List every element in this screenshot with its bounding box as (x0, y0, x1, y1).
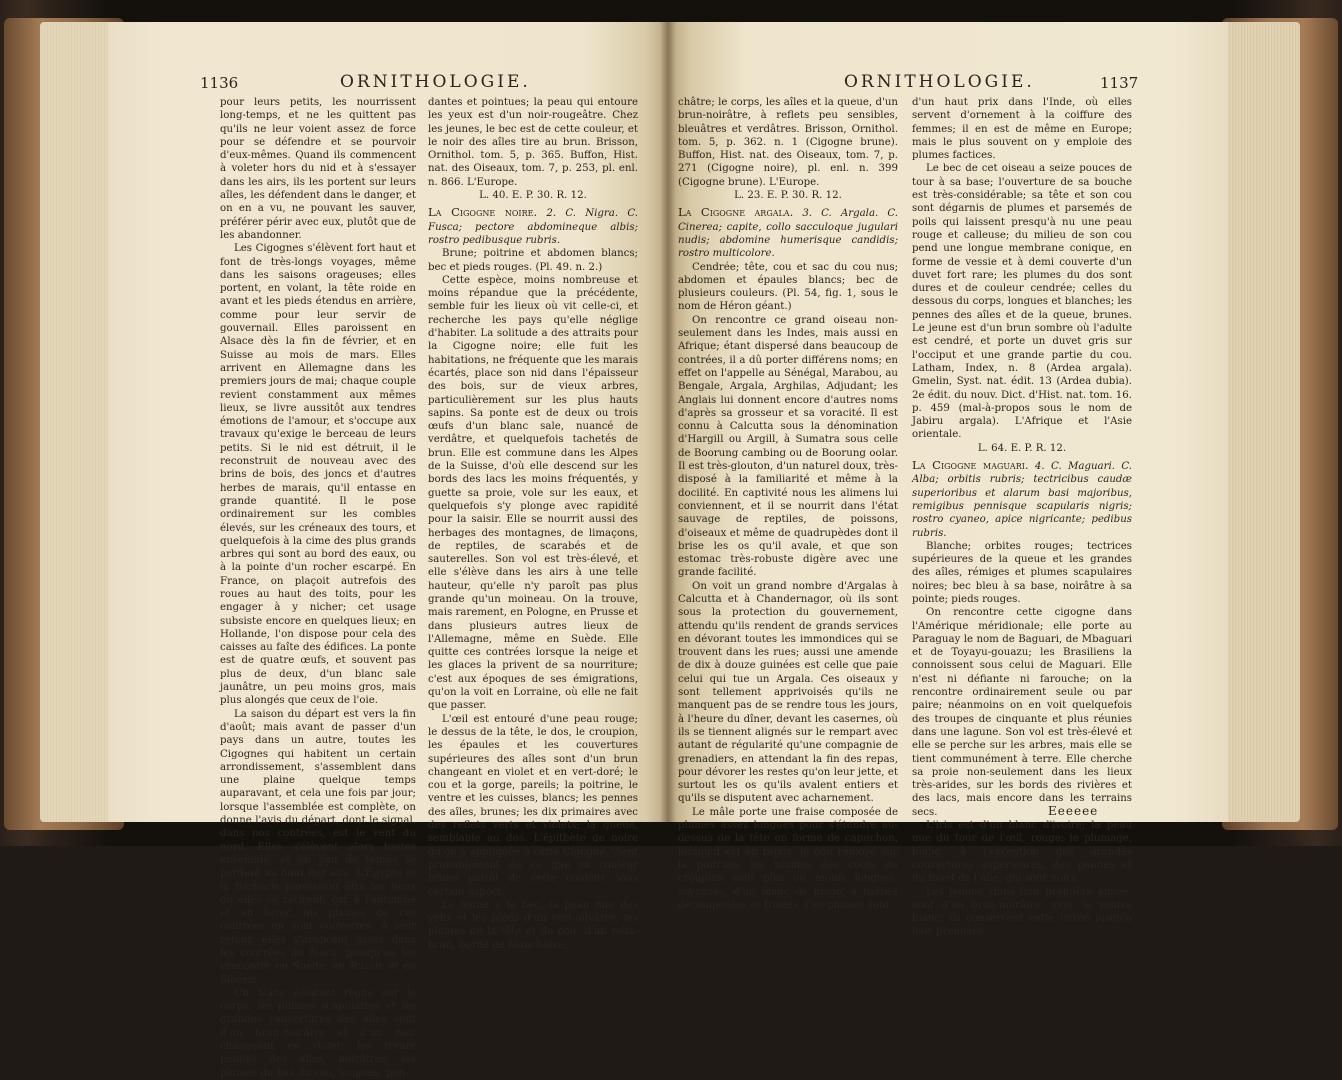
measurement-ref: L. 40. E. P. 30. R. 12. (479, 190, 587, 202)
paragraph: châtre; le corps, les aîles et la queue, d'un brun-noirâtre, à reflets peu sensibles, bleuâtres et verdâtres. Brisson, Ornithol. tom. 5, p. 362. n. 1 (Cigogne brune). Buffon, Hist. nat. des Oiseaux, tom. 7, p. 271 (Cigogne noire), pl. enl. n. 399 (Cigogne brune). L'Europe. (678, 97, 898, 188)
paragraph: d'un haut prix dans l'Inde, où elles servent d'ornement à la coiffure des femmes; il en est de même en Europe; mais le plus souvent on y emploie des plumes factices. (912, 97, 1132, 162)
left-column-1 (220, 96, 416, 1079)
entry-latin: 2. C. Nigra. C. Fusca; pectore abdomineque albis; rostro pedibusque rubris. (428, 208, 639, 246)
left-page-number: 1136 (200, 74, 239, 92)
entry-heading (912, 459, 1132, 540)
entry-latin: 4. C. Maguari. C. Alba; orbitis rubris; tectricibus caudæ superioribus et alarum basi majoribus, remigibus pennisque scapularis nigris; rostro cyaneo, apice nigricante; pedibus rubris. (912, 461, 1132, 539)
paragraph: Cette espèce, moins nombreuse et moins répandue que la précédente, semble fuir les lieux où vit celle-ci, et recherche les pays qu'elle néglige d'habiter. La solitude a des attraits pour la Cigogne noire; elle fuit les habitations, ne fréquente que les marais écartés, place son nid dans l'épaisseur des bois, sur de vieux arbres, particulièrement sur les plus hauts sapins. Sa ponte est de deux ou trois œufs d'un blanc sale, nuancé de verdâtre, et quelquefois tachetés de brun. Elle est commune dans les Alpes de la Suisse, d'où elle descend sur les bords des lacs les moins fréquentés, y guette sa proie, vole sur les eaux, et quelquefois s'y plonge avec rapidité pour la saisir. Elle se nourrit aussi des herbages des montagnes, de limaçons, de reptiles, de scarabés et de sauterelles. Son vol est très-élevé, et elle s'élève dans les airs à une telle hauteur, qu'elle n'y paroît pas plus grande qu'un moineau. On la trouve, mais rarement, en Pologne, en Prusse et dans plusieurs autres lieux de l'Allemagne, même en Suède. Elle quitte ces contrées lorsque la neige et les glaces la privent de sa nourriture; c'est aux époques de ses émigrations, qu'on la voit en Lorraine, où elle ne fait que passer. (428, 274, 638, 712)
entry-latin: 3. C. Argala. C. Cinerea; capite, collo sacculoque jugulari nudis; abdomine humerisque candidis; rostro multicolore. (678, 208, 898, 260)
paragraph: dantes et pointues; la peau qui entoure les yeux est d'un noir-rougeâtre. Chez les jeunes, le bec est de cette couleur, et le noir des aîles tire au brun. Brisson, Ornithol. tom. 5, p. 365. Buffon, Hist. nat. des Oiseaux, tom. 7, p. 253, pl. enl. n. 866. L'Europe. (428, 97, 638, 188)
paragraph: On rencontre ce grand oiseau non-seulement dans les Indes, mais aussi en Afrique; étant dispersé dans beaucoup de contrées, il a dû porter différens noms; en effet on l'appelle au Sénégal, Marabou, au Bengale, Argala, Arghilas, Adjudant; les Anglais lui donnent encore d'autres noms d'après sa grosseur et sa voracité. Il est connu à Calcutta sous la dénomination d'Hargill ou Argill, à Sumatra sous celle de Boorung cambing ou de Boorung oolar. Il est très-glouton, d'un naturel doux, très-disposé à la familiarité et même à la docilité. En captivité nous les alimens lui conviennent, et il se nourrit dans l'état sauvage de reptiles, de poissons, d'oiseaux et même de quadrupèdes dont il brise les os qu'il avale, et que son estomac très-robuste digère avec une grande facilité. (678, 314, 898, 579)
left-column-2 (428, 96, 639, 951)
paragraph: L'iris est d'un blanc d'ivoire; la peau nue du tour de l'œil, rouge; le plumage, blanc, à l'exception des grandes couvertures supérieures, des pennes et du fouet de l'aîle, qui sont noirs. (912, 820, 1132, 885)
paragraph: L'œil est entouré d'une peau rouge; le dessus de la tête, le dos, le croupion, les épaules et les couvertures supérieures des aîles sont d'un brun changeant en violet et en vert-doré; le cou et la gorge, pareils; la poitrine, le ventre et les cuisses, blancs; les pennes des aîles, brunes; les dix primaires avec des reflets verts et violets; la queue, semblable au dos. L'épithète de noire qu'on a appliquée à cette Cigogne, vient probablement de ce que sa couleur brune paroît de cette couleur sous certain aspect. (428, 713, 638, 898)
entry-title: La Cigogne argala. (678, 205, 794, 220)
right-page (668, 22, 1228, 938)
page-edges-right (1222, 22, 1300, 822)
paragraph: On rencontre cette cigogne dans l'Amérique méridionale; elle porte au Paraguay le nom de Baguari, de Mbaguari et de Toyayu-gouazu; les Brasiliens la connoissent sous celui de Maguari. Elle n'est ni défiante ni farouche; on la rencontre ordinairement seule ou par paire; néanmoins on en voit quelquefois des troupes de cinquante et plus réunies dans une lagune. Son vol est très-élevé et elle se perche sur les arbres, mais elle se tient communément à terre. Elle cherche sa proie non-seulement dans les lieux très-arides, sur les bords des rivières et des lacs, mais encore dans les terrains secs. (912, 607, 1132, 818)
paragraph: Le jeune a le bec, la peau nue des yeux et les pieds d'un vert-olivâtre; les plumes de la tête et du cou, d'un roux-brun, bordé de blanchâtre; (428, 899, 638, 951)
entry-heading (678, 206, 898, 260)
paragraph: Le bec de cet oiseau a seize pouces de tour à sa base; l'ouverture de sa bouche est très-considérable; sa tête et son cou sont dégarnis de plumes et parsemés de poils qui laissent presqu'à nu une peau rouge et calleuse; du milieu de son cou pend une longue membrane conique, en forme de vessie et à demi couverte d'un duvet fort rare; les plumes du dos sont dures et de couleur cendrée; celles du dessous du corps, longues et blanches; les pennes des aîles et de la queue, brunes. Le jeune est d'un brun sombre où l'adulte est cendré, et porte un duvet gris sur l'occiput et une grande partie du cou. Latham, Index, n. 8 (Ardea argala). Gmelin, Syst. nat. édit. 13 (Ardea dubia). 2e édit. du nouv. Dict. d'Hist. nat. tom. 16. p. 459 (mal-à-propos sous le nom de Jabiru argala). L'Afrique et l'Asie orientale. (912, 163, 1132, 441)
paragraph: Le mâle porte une fraise composée de plumes assez longues pour s'étendre au-dessus de la tête en forme de capuchon, lorsqu'il est en repos, le cou reployé sur la poitrine; les plumes des côtés du croupion sont plus ou moins longues, soyeuses, d'un blanc de neige, à barbes décomposées et frisées. Ces plumes sont (678, 806, 898, 911)
paragraph: Les jeunes, dans leur première année, sont d'un brun-noirâtre, avec le ventre blanc; ils conservent cette livrée jusqu'à leur première (912, 886, 1132, 938)
paragraph: On voit un grand nombre d'Argalas à Calcutta et à Chandernagor, où ils sont sous la protection du gouvernement, attendu qu'ils rendent de grands services en dévorant toutes les immondices qui se trouvent dans les rues; aussi une amende de dix à douze guinées est celle que paie celui qui tue un Argala. Ces oiseaux y sont tellement apprivoisés qu'ils ne manquent pas de se rendre tous les jours, à l'heure du dîner, devant les casernes, où ils se tiennent alignés sur le rempart avec autant de régularité qu'une compagnie de grenadiers, en attendant la fin des repas, pour dévorer les restes qu'on leur jette, et surtout les os qu'ils avalent entiers et qu'ils se disputent avec acharnement. (678, 580, 898, 805)
right-page-number: 1137 (1100, 74, 1139, 92)
paragraph: Cendrée; tête, cou et sac du cou nus; abdomen et épaules blancs; bec de plusieurs couleurs. (Pl. 54, fig. 1, sous le nom de Héron géant.) (678, 261, 898, 313)
paragraph: Brune; poitrine et abdomen blancs; bec et pieds rouges. (Pl. 49. n. 2.) (428, 248, 638, 273)
paragraph: pour leurs petits, les nourrissent long-temps, et ne les quittent pas qu'ils ne leur voient assez de force pour se défendre et se pourvoir d'eux-mêmes. Quand ils commencent à voleter hors du nid et à s'essayer dans les airs, ils les portent sur leurs aîles, les défendent dans le danger, et on en a vu, ne pouvant les sauver, préférer périr avec eux, plutôt que de les abandonner. (220, 97, 416, 241)
right-running-head: ORNITHOLOGIE. (844, 72, 1035, 92)
measurement-ref: L. 64. E. P. R. 12. (977, 442, 1067, 454)
paragraph: La saison du départ est vers la fin d'août; mais avant de passer d'un pays dans un autre, toutes les Cigognes qui habitent un certain arrondissement, s'assemblent dans une plaine quelque temps auparavant, et cela une fois par jour; lorsque l'assemblée est complète, on donne l'avis du départ, dont le signal, dans nos contrées, est le vent du nord. Elles s'élèvent alors toutes ensemble, et en peu de temps se perdent au haut des airs. L'Egypte et la Barbarie paroissent être les lieux où elles se retirent; car à l'automne et en hiver, les plaines de ces contrées en sont couvertes. A leur retour, elles s'avancent assez dans les contrées du Nord, puisqu'on les rencontre en Suède, en Russie et en Sibérie. (220, 708, 416, 986)
left-page (108, 22, 668, 1079)
entry-title: La Cigogne noire. (428, 205, 538, 220)
entry-heading (428, 206, 638, 247)
paragraph: Un blanc éclatant règne sur le corps; les plumes scapulaires et les grandes couvertures des aîles sont d'un brun-noirâtre et d'un noir changeant en violet; les trente pennes des aîles, noirâtres; les plumes du bas du cou, longues, pen- (220, 987, 416, 1079)
paragraph: Les Cigognes s'élèvent fort haut et font de très-longs voyages, même dans les saisons orageuses; elles portent, en volant, la tête roide en avant et les pieds étendus en arrière, comme pour leur servir de gouvernail. Elles paroissent en Alsace dès la fin de février, et en Suisse au mois de mars. Elles arrivent en Allemagne dans les premiers jours de mai; chaque couple revient constamment aux mêmes lieux, se livre aussitôt aux tendres émotions de l'amour, et s'occupe aux travaux qu'exige le berceau de leurs petits. Si le nid est détruit, il le reconstruit de nouveau avec des brins de bois, des joncs et d'autres herbes de marais, qu'il entasse en grande quantité. Il le pose ordinairement sur les combles élevés, sur les créneaux des tours, et quelquefois à la cime des plus grands arbres qui sont au bord des eaux, ou à la pointe d'un rocher escarpé. En France, on plaçoit autrefois des roues au haut des toits, pour les engager à y nicher; cet usage subsiste encore en quelques lieux; en Hollande, l'on dispose pour cela des caisses au faîte des édifices. La ponte est de quatre œufs, et souvent pas plus de deux, d'un blanc sale jaunâtre, un peu moins gros, mais plus alongés que ceux de l'oie. (220, 243, 416, 707)
entry-title: La Cigogne maguari. (912, 458, 1029, 473)
measurement-ref: L. 23. E. P. 30. R. 12. (734, 190, 842, 202)
left-running-head: ORNITHOLOGIE. (340, 72, 531, 92)
right-column-1 (678, 96, 898, 911)
paragraph: Blanche; orbites rouges; tectrices supérieures de la queue et les grandes des aîles, rémiges et plumes scapulaires noires; bec bleu à sa base, noirâtre à sa pointe; pieds rouges. (912, 540, 1132, 605)
signature-mark: Eeeeee (1048, 804, 1099, 818)
book-gutter (660, 22, 676, 822)
